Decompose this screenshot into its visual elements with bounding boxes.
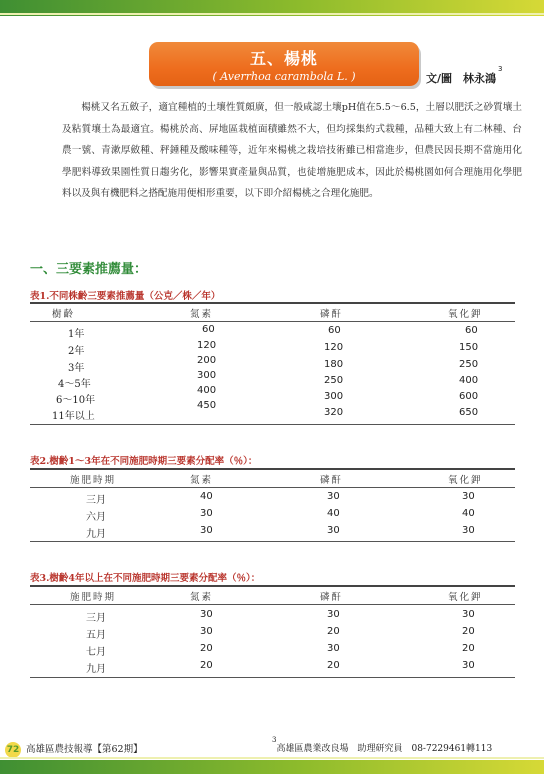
bottom-band-stripe	[0, 757, 544, 759]
affiliation-text: 高雄區農業改良場 助理研究員 08-7229461轉113	[276, 744, 493, 754]
table3-bottom-rule	[30, 677, 515, 678]
table2-header-k: 氧化鉀	[448, 475, 483, 486]
table1-p-cell: 300	[324, 391, 344, 402]
journal-name: 高雄區農技報導【第62期】	[26, 744, 143, 755]
table1-p-cell: 250	[324, 375, 344, 386]
affiliation-footnote-mark: 3	[272, 736, 277, 744]
table3-n-cell: 20	[200, 643, 213, 654]
top-band-stripe	[0, 13, 544, 15]
table2-k-cell: 30	[462, 525, 475, 536]
table2-p-cell: 30	[327, 491, 340, 502]
table2-caption: 表2.樹齡1～3年在不同施肥時期三要素分配率（％）：	[30, 456, 258, 467]
table2-bottom-rule	[30, 541, 515, 542]
table2-period-cell: 九月	[86, 529, 106, 540]
table1-header-n: 氮素	[190, 309, 214, 320]
table1-age-cell: 6～10年	[56, 395, 96, 406]
author-name: 文/圖 林永鴻	[426, 72, 497, 85]
table3-header-k: 氧化鉀	[448, 592, 483, 603]
table1-n-cell: 300	[197, 370, 217, 381]
table1-k-cell: 60	[465, 325, 478, 336]
table3-p-cell: 30	[327, 609, 340, 620]
table3-period-cell: 七月	[86, 647, 106, 658]
table2-period-cell: 六月	[86, 512, 106, 523]
table3-top-rule	[30, 585, 515, 587]
table3-n-cell: 30	[200, 626, 213, 637]
table3-k-cell: 30	[462, 609, 475, 620]
table3-header-rule	[30, 604, 515, 605]
table3-caption: 表3.樹齡4年以上在不同施肥時期三要素分配率（％）：	[30, 573, 261, 584]
table2-header-n: 氮素	[190, 475, 214, 486]
table1-n-cell: 450	[197, 400, 217, 411]
table1-header-k: 氧化鉀	[448, 309, 483, 320]
table3-p-cell: 30	[327, 643, 340, 654]
section-heading: 一、三要素推薦量：	[30, 262, 148, 277]
table2-k-cell: 30	[462, 491, 475, 502]
table2-n-cell: 40	[200, 491, 213, 502]
table1-p-cell: 320	[324, 407, 344, 418]
table1-top-rule	[30, 302, 515, 304]
table3-header-p: 磷酐	[320, 592, 344, 603]
table3-header-n: 氮素	[190, 592, 214, 603]
bottom-decorative-band	[0, 760, 544, 774]
table2-header-rule	[30, 487, 515, 488]
table1-k-cell: 250	[459, 359, 479, 370]
table2-p-cell: 40	[327, 508, 340, 519]
article-title-box	[149, 42, 419, 86]
table3-p-cell: 20	[327, 626, 340, 637]
table2-period-cell: 三月	[86, 495, 106, 506]
table2-top-rule	[30, 468, 515, 470]
table1-n-cell: 120	[197, 340, 217, 351]
table1-age-cell: 3年	[68, 363, 85, 374]
table3-period-cell: 三月	[86, 613, 106, 624]
table1-k-cell: 400	[459, 375, 479, 386]
table1-age-cell: 1年	[68, 329, 85, 340]
table1-header-p: 磷酐	[320, 309, 344, 320]
table1-bottom-rule	[30, 424, 515, 425]
table1-k-cell: 600	[459, 391, 479, 402]
table3-header-period: 施肥時期	[70, 592, 117, 603]
author-affiliation	[272, 736, 493, 754]
table3-n-cell: 20	[200, 660, 213, 671]
table1-n-cell: 400	[197, 385, 217, 396]
table1-n-cell: 60	[202, 324, 215, 335]
table2-n-cell: 30	[200, 525, 213, 536]
table3-p-cell: 20	[327, 660, 340, 671]
table1-p-cell: 120	[324, 342, 344, 353]
table3-n-cell: 30	[200, 609, 213, 620]
table1-age-cell: 4～5年	[58, 379, 91, 390]
table2-header-period: 施肥時期	[70, 475, 117, 486]
article-title: 五、楊桃	[249, 49, 318, 68]
table1-n-cell: 200	[197, 355, 217, 366]
table1-k-cell: 150	[459, 342, 479, 353]
table1-caption: 表1.不同株齡三要素推薦量（公克／株／年）	[30, 291, 221, 302]
table1-age-cell: 11年以上	[52, 411, 95, 422]
table1-header-rule	[30, 321, 515, 322]
table2-p-cell: 30	[327, 525, 340, 536]
table3-k-cell: 20	[462, 643, 475, 654]
table2-header-p: 磷酐	[320, 475, 344, 486]
intro-paragraph: 楊桃又名五斂子，適宜種植的土壤性質頗廣，但一般咸認土壤pH值在5.5～6.5，土層以肥沃之砂質壤土及粘質壤土為最適宜。楊桃於高、屏地區栽植面積雖然不大，但均採集約式栽種，品種大致上有二林種、台農一號、青漱厚斂種、秤錘種及酸味種等，近年來楊桃之栽培技術雖已相當進步，但農民因長期不當施用化學肥料導致果園性質日趨劣化，影響果實產量與品質，也徒增施肥成本，因此於楊桃園如何合理施用化學肥料以及與有機肥料之搭配施用便相形重要，以下即介紹楊桃之合理化施肥。	[62, 102, 522, 199]
table3-k-cell: 20	[462, 626, 475, 637]
table1-header-age: 樹齡	[52, 309, 76, 320]
author-footnote-mark: 3	[498, 65, 503, 74]
table3-period-cell: 五月	[86, 630, 106, 641]
table1-p-cell: 180	[324, 359, 344, 370]
table2-k-cell: 40	[462, 508, 475, 519]
table1-age-cell: 2年	[68, 346, 85, 357]
author-credit	[426, 65, 503, 86]
table1-k-cell: 650	[459, 407, 479, 418]
table1-p-cell: 60	[328, 325, 341, 336]
page-number-badge: 72	[5, 742, 21, 758]
table3-k-cell: 30	[462, 660, 475, 671]
scientific-name: ( Averrhoa carambola L. )	[212, 70, 356, 83]
table3-period-cell: 九月	[86, 664, 106, 675]
table2-n-cell: 30	[200, 508, 213, 519]
